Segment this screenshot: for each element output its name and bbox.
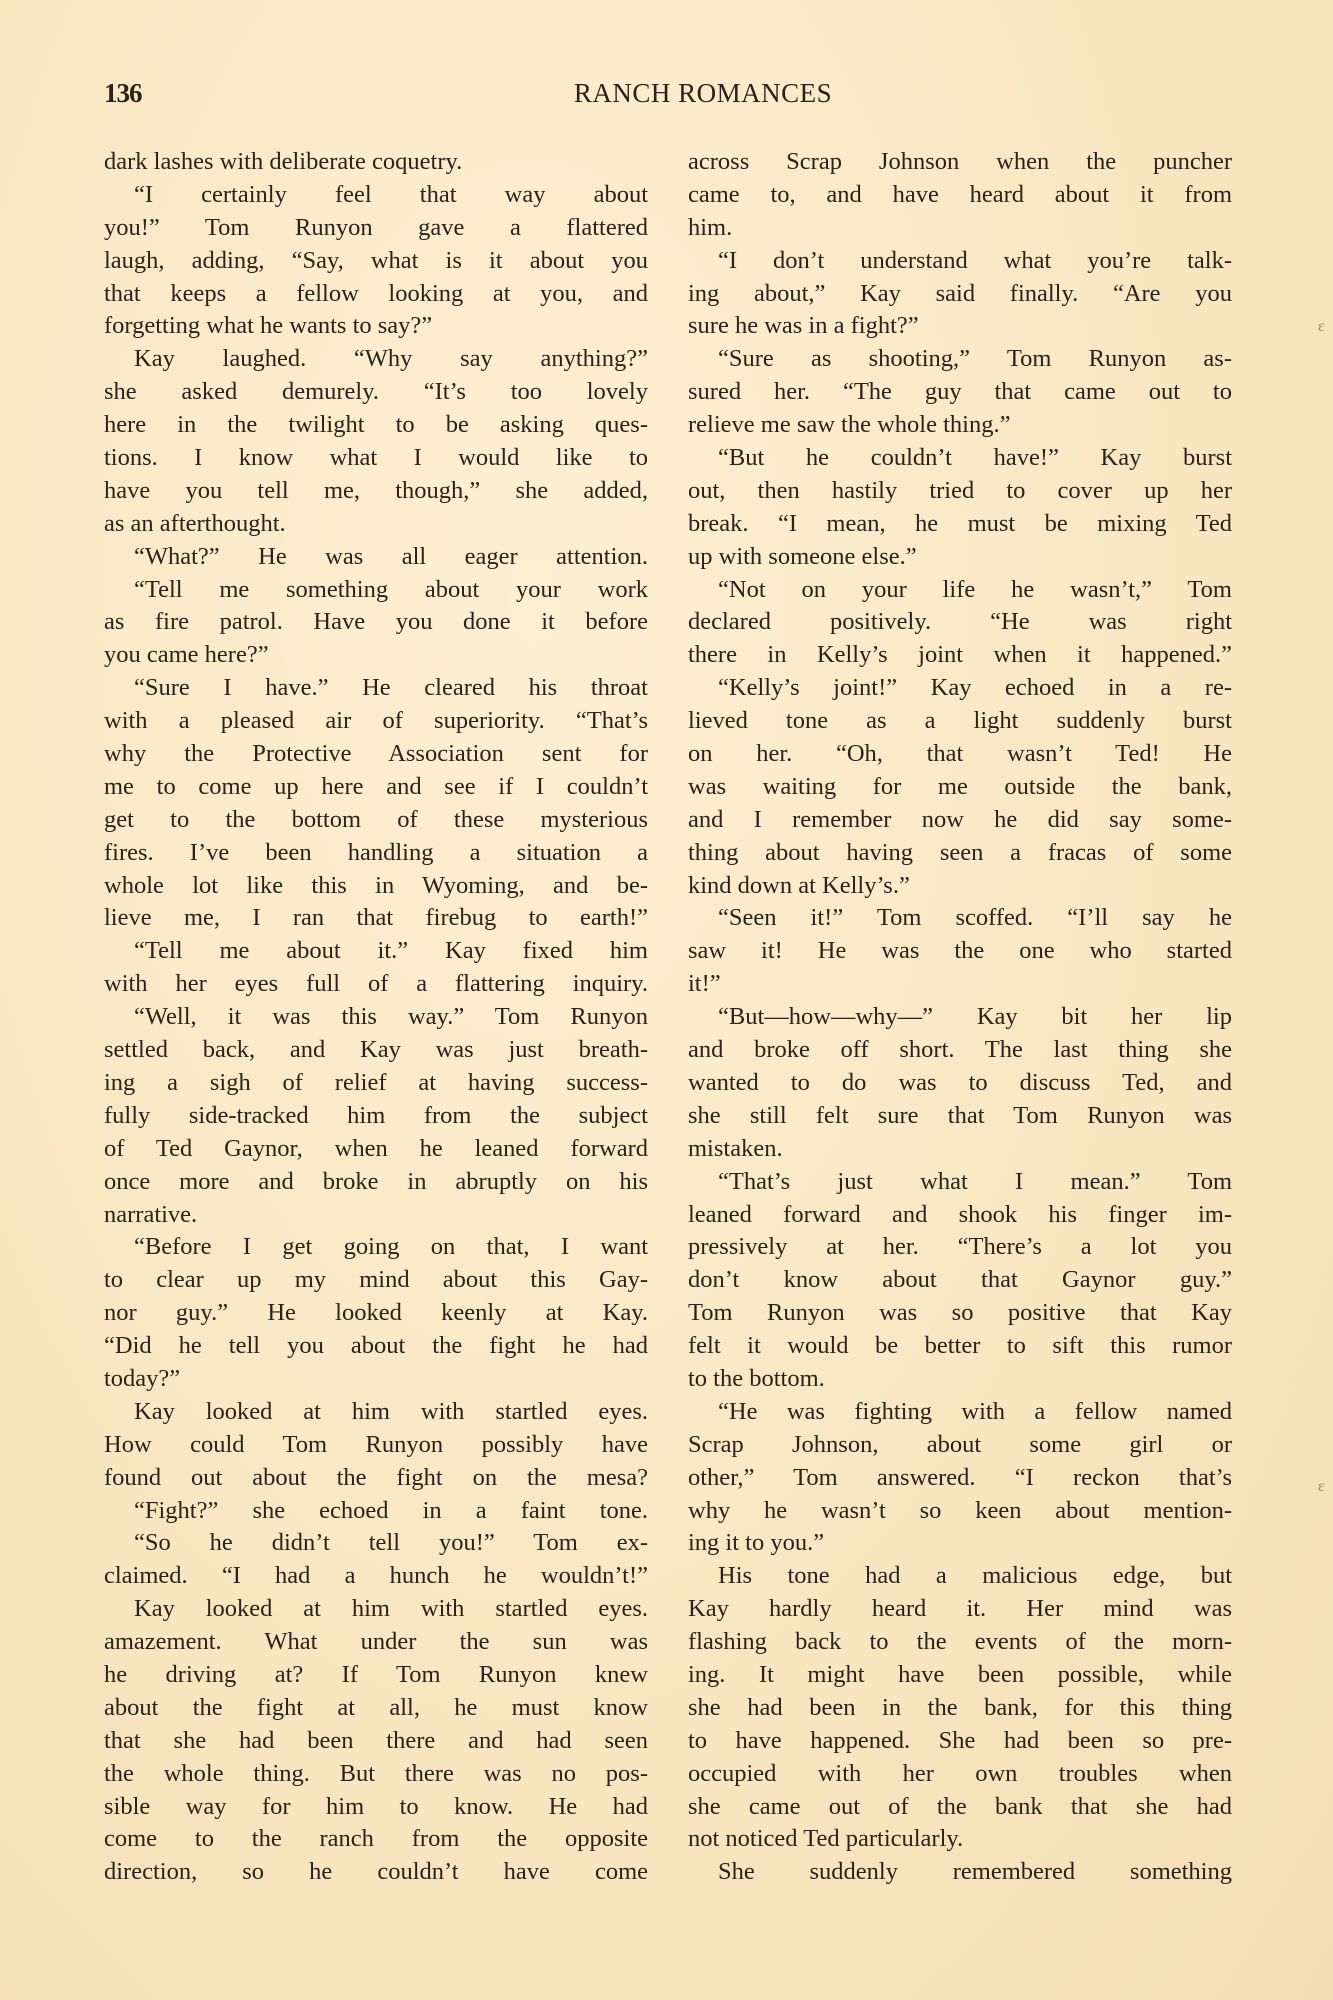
text-line: “Not on your life he wasn’t,” Tom	[718, 575, 1232, 603]
text-line: flashing back to the events of the morn-	[688, 1628, 1232, 1656]
text-line: laugh, adding, “Say, what is it about you	[104, 246, 648, 274]
text-line: pressively at her. “There’s a lot you	[688, 1233, 1232, 1261]
text-line: lieve me, I ran that firebug to earth!”	[104, 904, 648, 932]
text-line: out, then hastily tried to cover up her	[688, 476, 1232, 504]
margin-mark: ε	[1318, 318, 1325, 335]
text-line: come to the ranch from the opposite	[104, 1825, 648, 1853]
text-line: it!”	[688, 970, 721, 998]
text-line: to clear up my mind about this Gay-	[104, 1266, 648, 1294]
text-line: she asked demurely. “It’s too lovely	[104, 378, 648, 406]
text-line: “Well, it was this way.” Tom Runyon	[134, 1003, 648, 1031]
text-line: Kay looked at him with startled eyes.	[134, 1397, 648, 1425]
text-line: ing. It might have been possible, while	[688, 1660, 1232, 1688]
text-line: why he wasn’t so keen about mention-	[688, 1496, 1232, 1524]
text-line: me to come up here and see if I couldn’t	[104, 772, 648, 800]
text-line: and broke off short. The last thing she	[688, 1036, 1232, 1064]
text-line: Kay laughed. “Why say anything?”	[134, 345, 648, 373]
text-line: get to the bottom of these mysterious	[104, 805, 648, 833]
text-line: that she had been there and had seen	[104, 1726, 648, 1754]
text-line: up with someone else.”	[688, 542, 917, 570]
text-line: about the fight at all, he must know	[104, 1693, 648, 1721]
text-line: to have happened. She had been so pre-	[688, 1726, 1232, 1754]
text-line: leaned forward and shook his finger im-	[688, 1200, 1232, 1228]
text-line: have you tell me, though,” she added,	[104, 476, 648, 504]
text-line: thing about having seen a fracas of some	[688, 838, 1232, 866]
text-line: she still felt sure that Tom Runyon was	[688, 1101, 1232, 1129]
text-line: amazement. What under the sun was	[104, 1628, 648, 1656]
text-line: “But—how—why—” Kay bit her lip	[718, 1003, 1232, 1031]
text-line: not noticed Ted particularly.	[688, 1825, 964, 1853]
page-number: 136	[104, 78, 142, 108]
text-line: “I don’t understand what you’re talk-	[718, 246, 1232, 274]
text-line: dark lashes with deliberate coquetry.	[104, 148, 463, 175]
text-line: Scrap Johnson, about some girl or	[688, 1430, 1232, 1458]
text-line: he driving at? If Tom Runyon knew	[104, 1660, 648, 1688]
text-line: the whole thing. But there was no pos-	[104, 1759, 648, 1787]
text-line: “Before I get going on that, I want	[134, 1233, 648, 1261]
text-line: occupied with her own troubles when	[688, 1759, 1232, 1787]
text-line: with her eyes full of a flattering inquiry.	[104, 970, 648, 998]
text-line: as an afterthought.	[104, 509, 286, 537]
text-line: whole lot like this in Wyoming, and be-	[104, 871, 648, 899]
text-line: across Scrap Johnson when the puncher	[688, 148, 1232, 175]
text-line: ing about,” Kay said finally. “Are you	[688, 279, 1232, 307]
text-line: tions. I know what I would like to	[104, 444, 648, 472]
text-line: of Ted Gaynor, when he leaned forward	[104, 1134, 648, 1162]
text-line: relieve me saw the whole thing.”	[688, 411, 1011, 439]
text-line: sure he was in a fight?”	[688, 312, 919, 340]
text-line: to the bottom.	[688, 1364, 825, 1392]
text-line: “Tell me something about your work	[134, 575, 648, 603]
running-head: RANCH ROMANCES	[573, 78, 833, 108]
text-line: him.	[688, 213, 733, 241]
text-line: she had been in the bank, for this thing	[688, 1693, 1232, 1721]
text-line: don’t know about that Gaynor guy.”	[688, 1266, 1232, 1294]
text-line: narrative.	[104, 1200, 198, 1228]
text-line: fully side-tracked him from the subject	[104, 1101, 648, 1129]
text-line: claimed. “I had a hunch he wouldn’t!”	[104, 1562, 648, 1590]
text-line: other,” Tom answered. “I reckon that’s	[688, 1463, 1232, 1491]
text-line: once more and broke in abruptly on his	[104, 1167, 648, 1195]
text-line: there in Kelly’s joint when it happened.”	[688, 641, 1232, 669]
text-line: “Seen it!” Tom scoffed. “I’ll say he	[718, 904, 1232, 932]
text-line: How could Tom Runyon possibly have	[104, 1430, 648, 1458]
text-line: on her. “Oh, that wasn’t Ted! He	[688, 740, 1232, 768]
text-line: wanted to do was to discuss Ted, and	[688, 1068, 1232, 1096]
text-line: “I certainly feel that way about	[134, 180, 648, 208]
text-line: “That’s just what I mean.” Tom	[718, 1167, 1232, 1195]
text-line: “He was fighting with a fellow named	[718, 1397, 1232, 1425]
text-column-left	[104, 146, 648, 1889]
text-line: mistaken.	[688, 1134, 783, 1162]
text-line: sured her. “The guy that came out to	[688, 378, 1232, 406]
text-line: here in the twilight to be asking ques-	[104, 411, 648, 439]
text-line: fires. I’ve been handling a situation a	[104, 838, 648, 866]
text-line: settled back, and Kay was just breath-	[104, 1036, 648, 1064]
text-line: Kay looked at him with startled eyes.	[134, 1595, 648, 1623]
text-line: lieved tone as a light suddenly burst	[688, 707, 1232, 735]
text-line: She suddenly remembered something	[718, 1858, 1232, 1886]
text-line: and I remember now he did say some-	[688, 805, 1232, 833]
text-line: kind down at Kelly’s.”	[688, 871, 910, 899]
text-line: came to, and have heard about it from	[688, 180, 1232, 208]
text-line: “Sure as shooting,” Tom Runyon as-	[718, 345, 1232, 373]
text-line: direction, so he couldn’t have come	[104, 1858, 648, 1886]
text-line: that keeps a fellow looking at you, and	[104, 279, 648, 307]
text-column-right	[688, 146, 1232, 1889]
text-line: today?”	[104, 1364, 181, 1392]
text-line: nor guy.” He looked keenly at Kay.	[104, 1299, 648, 1327]
text-line: “Did he tell you about the fight he had	[104, 1332, 648, 1360]
text-line: “So he didn’t tell you!” Tom ex-	[134, 1529, 648, 1557]
text-line: “What?” He was all eager attention.	[134, 542, 648, 570]
text-line: you came here?”	[104, 641, 269, 669]
text-line: Tom Runyon was so positive that Kay	[688, 1299, 1232, 1327]
text-line: saw it! He was the one who started	[688, 937, 1232, 965]
margin-mark: ε	[1318, 1478, 1325, 1495]
text-line: why the Protective Association sent for	[104, 740, 648, 768]
text-line: ing a sigh of relief at having success-	[104, 1068, 648, 1096]
text-line: break. “I mean, he must be mixing Ted	[688, 509, 1232, 537]
text-line: His tone had a malicious edge, but	[718, 1562, 1232, 1590]
text-line: felt it would be better to sift this rumor	[688, 1332, 1232, 1360]
text-line: she came out of the bank that she had	[688, 1792, 1232, 1820]
text-line: “Kelly’s joint!” Kay echoed in a re-	[718, 674, 1232, 702]
text-line: Kay hardly heard it. Her mind was	[688, 1595, 1232, 1623]
text-line: “Tell me about it.” Kay fixed him	[134, 937, 648, 965]
text-line: “But he couldn’t have!” Kay burst	[718, 444, 1232, 472]
text-line: as fire patrol. Have you done it before	[104, 608, 648, 636]
text-line: declared positively. “He was right	[688, 608, 1232, 636]
text-line: with a pleased air of superiority. “That’s	[104, 707, 648, 735]
page-header	[104, 78, 1240, 118]
text-line: forgetting what he wants to say?”	[104, 312, 433, 340]
text-line: found out about the fight on the mesa?	[104, 1463, 648, 1491]
text-line: ing it to you.”	[688, 1529, 825, 1557]
text-line: “Fight?” she echoed in a faint tone.	[134, 1496, 648, 1524]
text-line: was waiting for me outside the bank,	[688, 772, 1232, 800]
text-line: “Sure I have.” He cleared his throat	[134, 674, 648, 702]
text-line: sible way for him to know. He had	[104, 1792, 648, 1820]
text-line: you!” Tom Runyon gave a flattered	[104, 213, 648, 241]
